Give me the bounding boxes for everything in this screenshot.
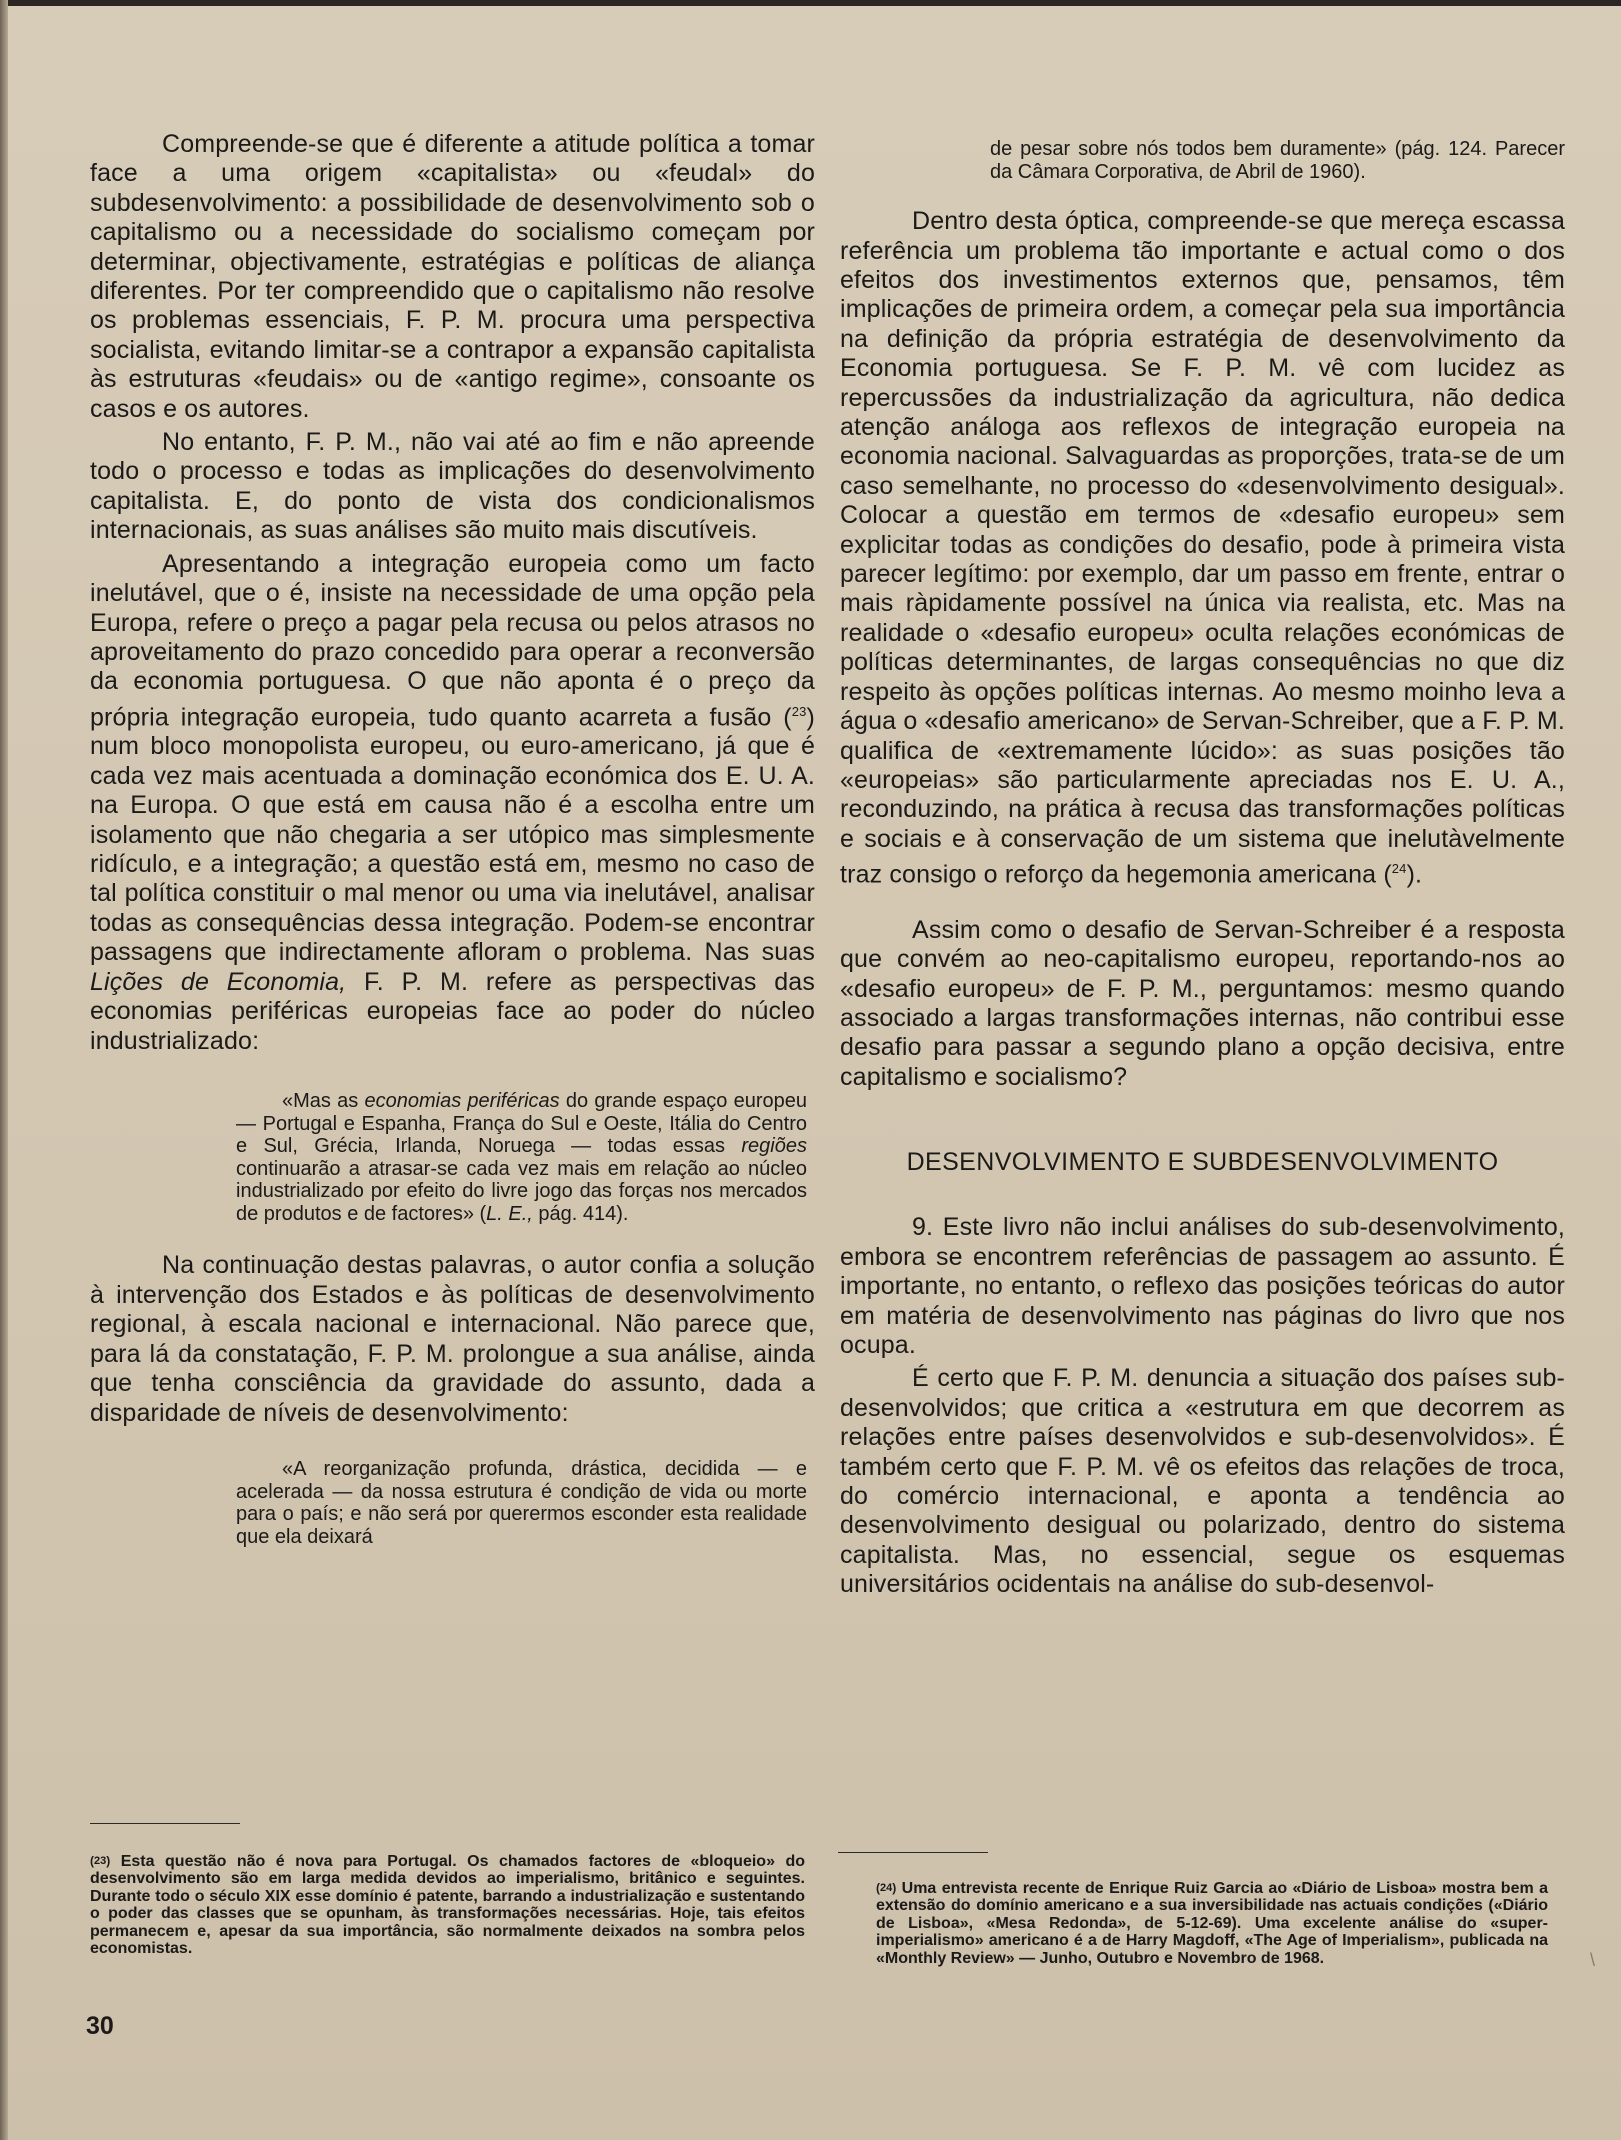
left-column — [90, 130, 815, 1548]
quote-1-text-b: do grande espaço europeu — Portugal e Espanha, França do Sul e Oeste, Itália do Centro e Sul, Grécia, Irlanda, Noruega — todas essas — [236, 1089, 807, 1158]
page-number: 30 — [86, 2012, 114, 2040]
paragraph-3-text-b: ) num bloco monopolista europeu, ou euro-americano, já que é cada vez mais acentuada a dominação económica dos E. U. A. na Europa. O que está em causa não é a escolha entre um isolamento que não chegaria a ser utópico mas simplesmente ridículo, e a integração; a questão está em, mesmo no caso de tal política constituir o mal menor ou uma via inelutável, analisar todas as consequências dessa integração. Podem-se encontrar passagens que indirectamente afloram o problema. Nas suas — [90, 703, 815, 967]
quote-1-italic-3: L. E., — [486, 1202, 533, 1225]
footnote-ref-24: 24 — [1391, 861, 1407, 877]
paragraph-2: No entanto, F. P. M., não vai até ao fim e não apreende todo o processo e todas as implicações do desenvolvimento capitalista. E, do ponto de vista dos condicionalismos internacionais, as suas análises são muito mais discutíveis. — [90, 428, 815, 545]
paragraph-1: Compreende-se que é diferente a atitude política a tomar face a uma origem «capitalista» ou «feudal» do subdesenvolvimento: a possibilidade de desenvolvimento sob o capitalismo ou a necessidade do socialismo começam por determinar, objectivamente, estratégias e políticas de aliança diferentes. Por ter compreendido que o capitalismo não resolve os problemas essenciais, F. P. M. procura uma perspectiva socialista, evitando limitar-se a contrapor a expansão capitalista às estruturas «feudais» ou de «antigo regime», consoante os casos e os autores. — [90, 130, 815, 423]
quote-2-text: «A reorganização profunda, drástica, decidida — e acelerada — da nossa estrutura é condição de vida ou morte para o país; e não será por querermos esconder esta realidade que ela deixará — [236, 1457, 807, 1548]
paragraph-3-text-a: Apresentando a integração europeia como um facto inelutável, que o é, insiste na necessidade de uma opção pela Europa, refere o preço a pagar pela recusa ou pelos atrasos no aproveitamento do prazo concedido para operar a reconversão da economia portuguesa. O que não aponta é o preço da própria integração europeia, tudo quanto acarreta a fusão ( — [90, 549, 815, 732]
quote-1-italic-1: economias periféricas — [364, 1089, 560, 1112]
footnote-23-marker: 23 — [94, 1855, 107, 1867]
quote-1-text-d: pág. 414). — [532, 1202, 629, 1225]
quote-1-italic-2: regiões — [741, 1135, 807, 1158]
paragraph-5 — [840, 207, 1565, 890]
footnote-rule-left — [90, 1823, 240, 1824]
footnote-24-text: Uma entrevista recente de Enrique Ruiz Garcia ao «Diário de Lisboa» mostra bem a extensão do domínio americano e a sua inversibilidade nas actuais condições («Diário de Lisboa», «Mesa Redonda», de 5-12-69). Uma excelente análise do «super-imperialismo» americano é a de Harry Magdoff, «The Age of Imperialism», publicada na «Monthly Review» — Junho, Outubro e Novembro de 1968. — [876, 1880, 1548, 1967]
paragraph-5-end: ). — [1406, 860, 1423, 889]
blockquote-2 — [236, 1458, 807, 1548]
footnote-rule-right — [838, 1852, 988, 1853]
paragraph-8: É certo que F. P. M. denuncia a situação dos países sub-desenvolvidos; que critica a «estrutura em que decorrem as relações entre países desenvolvidos e sub-desenvolvidos». É também certo que F. P. M. vê os efeitos das relações de troca, do comércio internacional, e aponta a tendência ao desenvolvimento desigual ou polarizado, dentro do sistema capitalista. Mas, no essencial, segue os esquemas universitários ocidentais na análise do sub-desenvol- — [840, 1364, 1565, 1599]
quote-1-text-a: «Mas as — [282, 1089, 365, 1112]
footnote-23: $^{(23)}$ Esta questão não é nova para Portugal. Os chamados factores de «bloqueio» do desenvolvimento são em larga medida devidos ao imperialismo, britânico e seguintes. Durante todo o século XIX esse domínio é patente, barrando a industrialização e sustentando o poder das classes que se opunham, às transformações necessárias. Hoje, tais efeitos permanecem e, apesar da sua importância, são normalmente deixados na sombra pelos economistas. — [90, 1853, 805, 1958]
paragraph-6: Assim como o desafio de Servan-Schreiber é a resposta que convém ao neo-capitalismo europeu, reportando-nos ao «desafio europeu» de F. P. M., perguntamos: mesmo quando associado a largas transformações internas, não contribui esse desafio para passar a segundo plano a opção decisiva, entre capitalismo e socialismo? — [840, 915, 1565, 1091]
blockquote-1 — [236, 1090, 807, 1226]
paragraph-3 — [90, 550, 815, 1056]
section-heading: DESENVOLVIMENTO E SUBDESENVOLVIMENTO — [906, 1148, 1499, 1177]
page-left-edge — [0, 0, 8, 2140]
book-title-italic: Lições de Economia, — [90, 967, 347, 996]
paragraph-3-text-c: F. P. M. refere as perspectivas das economias periféricas europeias face ao poder do núcleo industrializado: — [90, 967, 815, 1055]
paragraph-7: 9. Este livro não inclui análises do sub-desenvolvimento, embora se encontrem referências de passagem ao assunto. É importante, no entanto, o reflexo das posições teóricas do autor em matéria de desenvolvimento nas páginas do livro que nos ocupa. — [840, 1213, 1565, 1359]
right-column — [840, 138, 1565, 1600]
footnote-23-text: Esta questão não é nova para Portugal. Os chamados factores de «bloqueio» do desenvolvimento são em larga medida devidos ao imperialismo, britânico e seguintes. Durante todo o século XIX esse domínio é patente, barrando a industrialização e sustentando o poder das classes que se opunham, às transformações necessárias. Hoje, tais efeitos permanecem e, apesar da sua importância, são normalmente deixados na sombra pelos economistas. — [90, 1853, 805, 1958]
footnote-ref-23: 23 — [791, 703, 807, 719]
footnote-24: $^{(24)}$ Uma entrevista recente de Enrique Ruiz Garcia ao «Diário de Lisboa» mostra bem a extensão do domínio americano e a sua inversibilidade nas actuais condições («Diário de Lisboa», «Mesa Redonda», de 5-12-69). Uma excelente análise do «super-imperialismo» americano é a de Harry Magdoff, «The Age of Imperialism», publicada na «Monthly Review» — Junho, Outubro e Novembro de 1968. — [876, 1880, 1548, 1967]
paper-speck: \ — [1590, 1950, 1596, 1970]
blockquote-2-continued: de pesar sobre nós todos bem duramente» (pág. 124. Parecer da Câmara Corporativa, de Abril de 1960). — [990, 138, 1565, 183]
footnote-24-marker: 24 — [880, 1882, 893, 1894]
quote-1-text-c: continuarão a atrasar-se cada vez mais em relação ao núcleo industrializado por efeito do livre jogo das forças nos mercados de produtos e de factores» ( — [236, 1157, 807, 1225]
page-top-border — [0, 0, 1621, 6]
paragraph-4: Na continuação destas palavras, o autor confia a solução à intervenção dos Estados e às políticas de desenvolvimento regional, à escala nacional e internacional. Não parece que, para lá da constatação, F. P. M. prolongue a sua análise, ainda que tenha consciência da gravidade do assunto, dada a disparidade de níveis de desenvolvimento: — [90, 1251, 815, 1427]
paragraph-5-text: Dentro desta óptica, compreende-se que mereça escassa referência um problema tão importante e actual como o dos efeitos dos investimentos externos que, pensamos, têm implicações de primeira ordem, a começar pela sua importância na definição da própria estratégia de desenvolvimento da Economia portuguesa. Se F. P. M. vê com lucidez as repercussões da industrialização da agricultura, não dedica atenção análoga aos reflexos de integração europeia na economia nacional. Salvaguardas as proporções, trata-se de um caso semelhante, no processo do «desenvolvimento desigual». Colocar a questão em termos de «desafio europeu» sem explicitar todas as condições do desafio, pode à primeira vista parecer legítimo: por exemplo, dar um passo em frente, entrar o mais ràpidamente possível na única via realista, etc. Mas na realidade o «desafio europeu» oculta relações económicas de políticas determinantes, de largas consequências no que diz respeito às opções políticas internas. Ao mesmo moinho leva a água o «desafio americano» de Servan-Schreiber, que a F. P. M. qualifica de «extremamente lúcido»: as suas posições tão «europeias» são particularmente apreciadas nos E. U. A., reconduzindo, na prática à recusa das transformações políticas e sociais e à conservação de um sistema que inelutàvelmente traz consigo o reforço da hegemonia americana ( — [840, 207, 1565, 889]
